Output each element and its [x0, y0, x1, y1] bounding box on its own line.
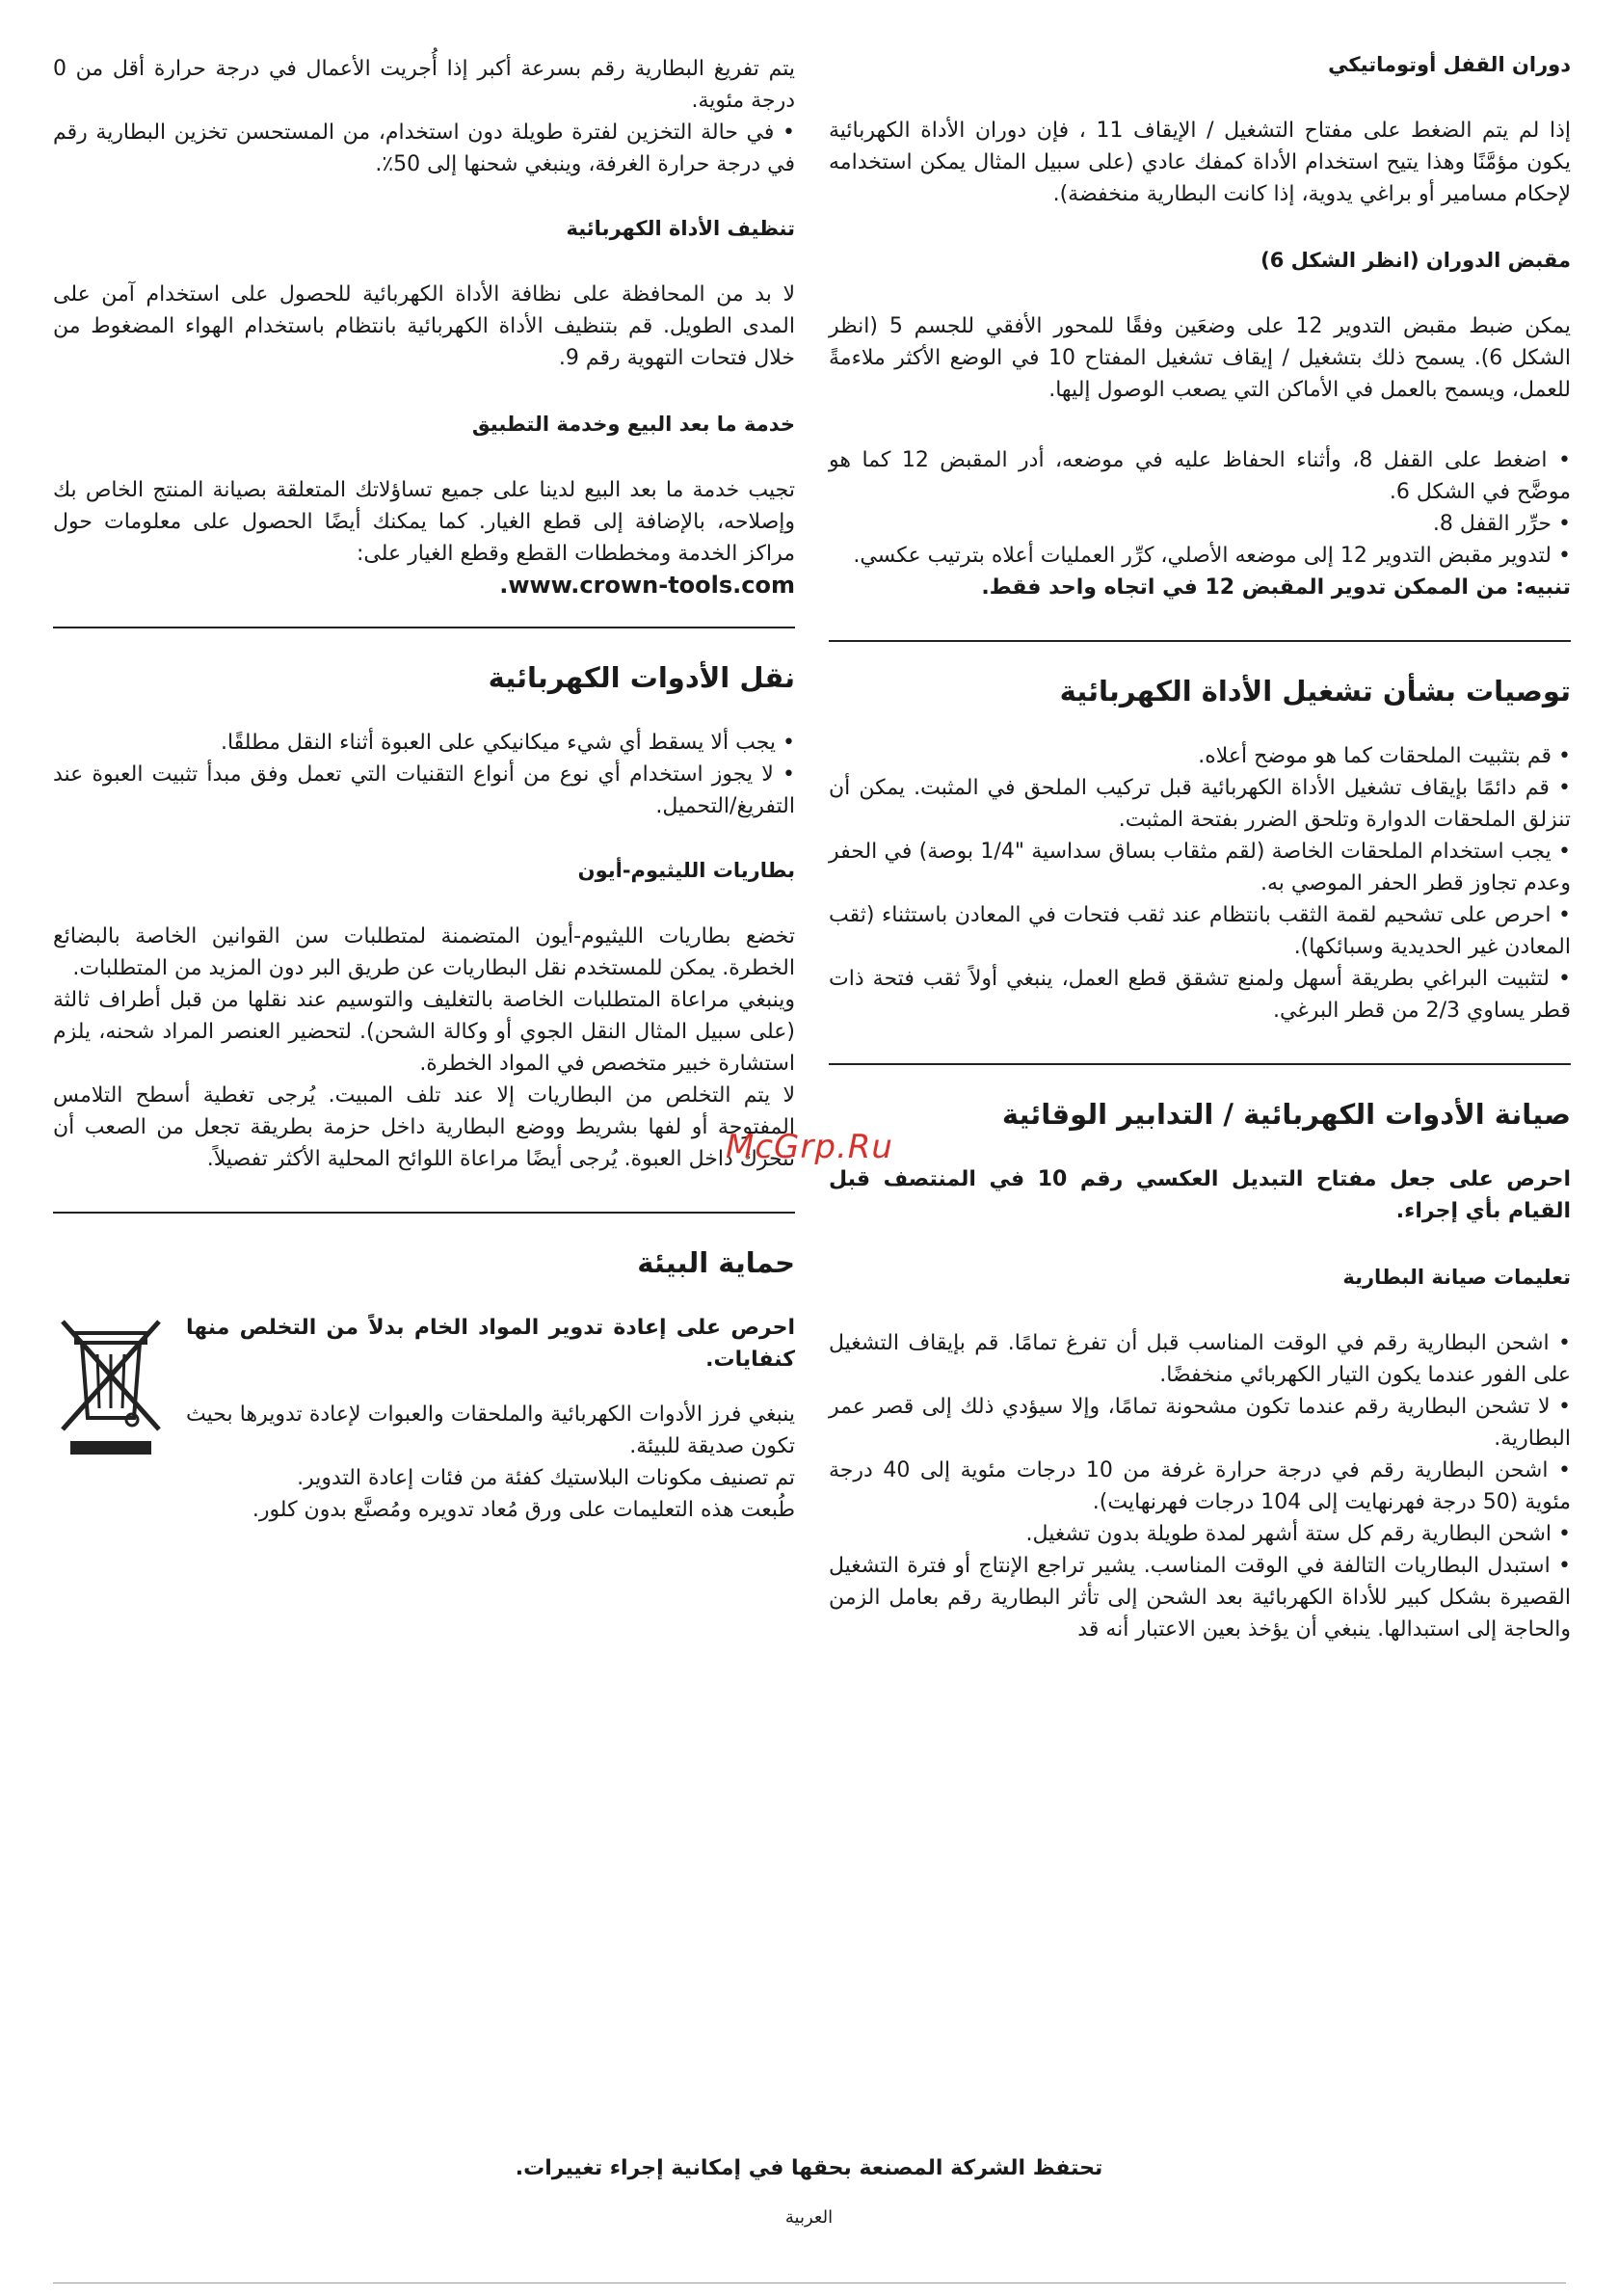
handle-bullets — [829, 444, 1571, 572]
list-item: • لتدوير مقبض التدوير 12 إلى موضعه الأصلي، كرِّر العمليات أعلاه بترتيب عكسي. — [829, 540, 1571, 572]
service-text: تجيب خدمة ما بعد البيع لدينا على جميع تساؤلاتك المتعلقة بصيانة المنتج الخاص بك وإصلاحه، بالإضافة إلى قطع الغيار. كما يمكنك أيضًا الحصول على معلومات حول مراكز الخدمة ومخططات القطع وقطع الغيار على: — [53, 478, 795, 566]
environment-lines — [53, 1462, 795, 1526]
battery-bullets — [829, 1327, 1571, 1645]
section-divider — [53, 627, 795, 628]
environment-paper: طُبعت هذه التعليمات على ورق مُعاد تدويره ومُصنَّع بدون كلور. — [252, 1498, 795, 1522]
list-item: • حرِّر القفل 8. — [829, 508, 1571, 540]
crossed-out-wheelie-bin-icon — [53, 1312, 169, 1462]
list-item: • لتثبيت البراغي بطريقة أسهل ولمنع تشقق قطع العمل، ينبغي أولاً ثقب فتحة ذات قطر يساوي 2/3 من قطر البرغي. — [829, 963, 1571, 1027]
lock-heading: دوران القفل أوتوماتيكي — [1328, 53, 1571, 76]
handle-note: تنبيه: من الممكن تدوير المقبض 12 في اتجاه واحد فقط. — [981, 575, 1571, 600]
environment-heading: حماية البيئة — [637, 1246, 795, 1279]
list-item: • اشحن البطارية رقم كل ستة أشهر لمدة طويلة بدون تشغيل. — [829, 1518, 1571, 1550]
list-item: • اشحن البطارية رقم في الوقت المناسب قبل أن تفرغ تمامًا. قم بإيقاف التشغيل على الفور عندما يكون التيار الكهربائي منخفضًا. — [829, 1327, 1571, 1391]
transport-bullets — [53, 727, 795, 822]
section-divider — [829, 640, 1571, 642]
recommend-heading: توصيات بشأن تشغيل الأداة الكهربائية — [1059, 675, 1571, 707]
maintenance-heading: صيانة الأدوات الكهربائية / التدابير الوقائية — [1001, 1098, 1571, 1131]
handle-heading: مقبض الدوران (انظر الشكل 6) — [1260, 249, 1571, 272]
discharge-paragraph: يتم تفريغ البطارية رقم بسرعة أكبر إذا أُجريت الأعمال في درجة حرارة أقل من 0 درجة مئوية. — [53, 57, 795, 113]
cleaning-paragraph: لا بد من المحافظة على نظافة الأداة الكهربائية للحصول على استخدام آمن على المدى الطويل. قم بتنظيف الأداة الكهربائية بانتظام باستخدام الهواء المضغوط من خلال فتحات التهوية رقم 9. — [53, 282, 795, 370]
service-url[interactable]: www.crown-tools.com. — [499, 572, 795, 599]
section-divider — [53, 1212, 795, 1214]
list-item: • قم بتثبيت الملحقات كما هو موضح أعلاه. — [829, 740, 1571, 772]
environment-bold: احرص على إعادة تدوير المواد الخام بدلاً من التخلص منها كنفايات. — [186, 1316, 795, 1372]
rights-note: تحتفظ الشركة المصنعة بحقها في إمكانية إجراء تغييرات. — [515, 2156, 1103, 2180]
list-item: • يجب ألا يسقط أي شيء ميكانيكي على العبوة أثناء النقل مطلقًا. — [53, 727, 795, 759]
environment-text — [186, 1312, 795, 1462]
maintenance-warning: احرص على جعل مفتاح التبديل العكسي رقم 10 في المنتصف قبل القيام بأي إجراء. — [829, 1167, 1571, 1223]
section-divider — [829, 1063, 1571, 1065]
battery-heading: تعليمات صيانة البطارية — [1342, 1266, 1571, 1289]
storage-list — [53, 117, 795, 180]
watermark: McGrp.Ru — [726, 1128, 893, 1166]
environment-block — [53, 1312, 795, 1462]
lithium-paragraph: لا يتم التخلص من البطاريات إلا عند تلف المبيت. يُرجى تغطية أسطح التلامس المفتوحة أو لفها بشريط ووضع البطارية داخل حزمة بطريقة تجعل من الصعب أن تتحرك داخل العبوة. يُرجى أيضًا مراعاة اللوائح المحلية الأكثر تفصيلاً. — [53, 1083, 795, 1171]
lithium-paragraph: تخضع بطاريات الليثيوم-أيون المتضمنة لمتطلبات سن القوانين الخاصة بالبضائع الخطرة. يمكن للمستخدم نقل البطاريات عن طريق البر دون المزيد من المتطلبات. — [53, 924, 795, 980]
list-item: • اضغط على القفل 8، وأثناء الحفاظ عليه في موضعه، أدر المقبض 12 كما هو موضَّح في الشكل 6. — [829, 444, 1571, 508]
list-item: • يجب استخدام الملحقات الخاصة (لقم مثقاب بساق سداسية "1/4 بوصة) في الحفر وعدم تجاوز قطر الحفر الموصي به. — [829, 836, 1571, 899]
left-column — [53, 53, 795, 1562]
environment-sort: ينبغي فرز الأدوات الكهربائية والملحقات والعبوات لإعادة تدويرها بحيث تكون صديقة للبيئة. — [186, 1402, 795, 1458]
lithium-heading: بطاريات الليثيوم-أيون — [577, 859, 795, 882]
list-item: • لا يجوز استخدام أي نوع من أنواع التقنيات التي تعمل وفق مبدأ تثبيت العبوة عند التفريغ/التحميل. — [53, 759, 795, 822]
list-item: • استبدل البطاريات التالفة في الوقت المناسب. يشير تراجع الإنتاج أو فترة التشغيل القصيرة بشكل كبير للأداة الكهربائية بعد الشحن إلى تأثر البطارية رقم بعامل الزمن والحاجة إلى استبدالها. ينبغي أن يؤخذ بعين الاعتبار أنه قد — [829, 1550, 1571, 1645]
cleaning-heading: تنظيف الأداة الكهربائية — [566, 217, 795, 240]
handle-paragraph: يمكن ضبط مقبض التدوير 12 على وضعَين وفقًا للمحور الأفقي للجسم 5 (انظر الشكل 6). يسمح ذلك بتشغيل / إيقاف تشغيل المفتاح 10 في الوضع الأكثر ملاءمةً للعمل، ويسمح بالعمل في الأماكن التي يصعب الوصول إليها. — [829, 314, 1571, 402]
list-item: • احرص على تشحيم لقمة الثقب بانتظام عند ثقب فتحات في المعادن باستثناء (ثقب المعادن غير الحديدية وسبائكها). — [829, 899, 1571, 963]
list-item: • اشحن البطارية رقم في درجة حرارة غرفة من 10 درجات مئوية إلى 40 درجة مئوية (50 درجة فهرنهايت إلى 104 درجات فهرنهايت). — [829, 1455, 1571, 1518]
list-item: • قم دائمًا بإيقاف تشغيل الأداة الكهربائية قبل تركيب الملحق في المثبت. يمكن أن تنزلق الملحقات الدوارة وتلحق الضرر بفتحة المثبت. — [829, 772, 1571, 836]
recommend-bullets — [829, 740, 1571, 1027]
right-column — [829, 53, 1571, 1682]
list-item: • في حالة التخزين لفترة طويلة دون استخدام، من المستحسن تخزين البطارية رقم في درجة حرارة الغرفة، وينبغي شحنها إلى 50٪. — [53, 117, 795, 180]
language-label: العربية — [784, 2207, 834, 2228]
service-paragraph — [53, 474, 795, 570]
service-heading: خدمة ما بعد البيع وخدمة التطبيق — [471, 413, 795, 436]
transport-heading: نقل الأدوات الكهربائية — [488, 661, 795, 694]
environment-plastic: تم تصنيف مكونات البلاستيك كفئة من فئات إعادة التدوير. — [297, 1466, 795, 1490]
lithium-paragraph: وينبغي مراعاة المتطلبات الخاصة بالتغليف والتوسيم عند نقلها من قبل أطراف ثالثة (على سبيل المثال النقل الجوي أو وكالة الشحن). لتحضير العنصر المراد شحنه، يلزم استشارة خبير متخصص في المواد الخطرة. — [53, 988, 795, 1076]
lock-paragraph: إذا لم يتم الضغط على مفتاح التشغيل / الإيقاف 11 ، فإن دوران الأداة الكهربائية يكون مؤمَّنًا وهذا يتيح استخدام الأداة كمفك عادي (على سبيل المثال يمكن استخدامه لإحكام مسامير أو براغي يدوية، إذا كانت البطارية منخفضة). — [829, 119, 1571, 206]
list-item: • لا تشحن البطارية رقم عندما تكون مشحونة تمامًا، وإلا سيؤدي ذلك إلى قصر عمر البطارية. — [829, 1391, 1571, 1455]
